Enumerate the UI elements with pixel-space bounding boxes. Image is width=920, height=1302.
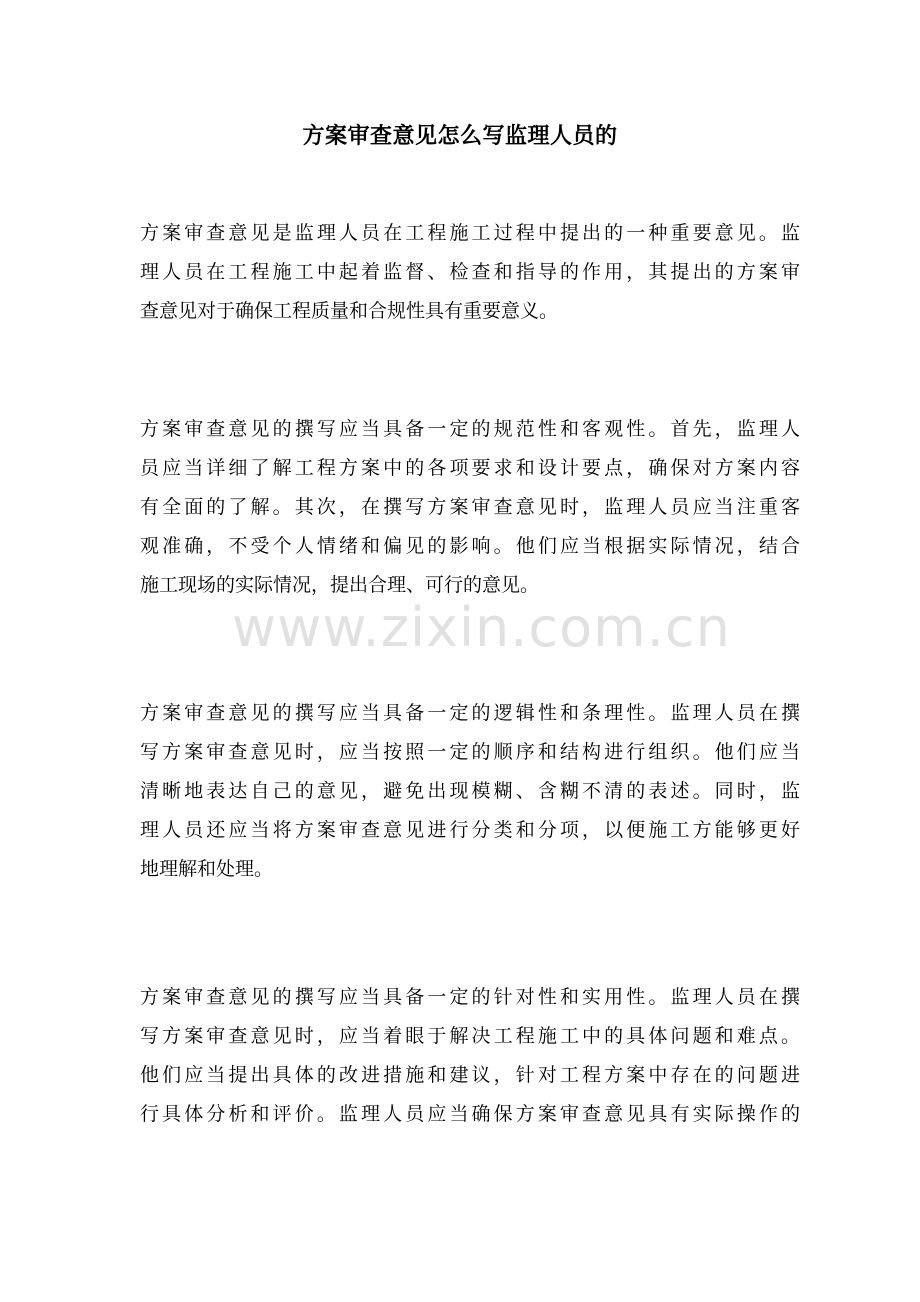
paragraph-1 (140, 214, 800, 331)
paragraph-line: 写方案审查意见时，应当着眼于解决工程施工中的具体问题和难点。 (140, 1025, 800, 1047)
paragraph-line: 查意见对于确保工程质量和合规性具有重要意义。 (140, 300, 559, 322)
paragraph-line: 行具体分析和评价。监理人员应当确保方案审查意见具有实际操作的 (140, 1103, 800, 1125)
paragraph-line: 理人员在工程施工中起着监督、检查和指导的作用，其提出的方案审 (140, 261, 800, 283)
paragraph-3 (140, 694, 800, 889)
paragraph-line: 施工现场的实际情况，提出合理、可行的意见。 (140, 574, 540, 596)
paragraph-line: 写方案审查意见时，应当按照一定的顺序和结构进行组织。他们应当 (140, 741, 800, 763)
paragraph-line: 方案审查意见的撰写应当具备一定的针对性和实用性。监理人员在撰 (140, 986, 800, 1008)
watermark: www.zixin.com.cn (232, 596, 731, 659)
paragraph-line: 清晰地表达自己的意见，避免出现模糊、含糊不清的表述。同时，监 (140, 780, 800, 802)
paragraph-2 (140, 410, 800, 605)
paragraph-line: 观准确，不受个人情绪和偏见的影响。他们应当根据实际情况，结合 (140, 535, 800, 557)
paragraph-line: 理人员还应当将方案审查意见进行分类和分项，以便施工方能够更好 (140, 819, 800, 841)
paragraph-line: 方案审查意见的撰写应当具备一定的逻辑性和条理性。监理人员在撰 (140, 702, 800, 724)
paragraph-line: 他们应当提出具体的改进措施和建议，针对工程方案中存在的问题进 (140, 1064, 800, 1086)
paragraph-line: 方案审查意见的撰写应当具备一定的规范性和客观性。首先，监理人 (140, 418, 800, 440)
paragraph-4 (140, 978, 800, 1134)
paragraph-line: 有全面的了解。其次，在撰写方案审查意见时，监理人员应当注重客 (140, 496, 800, 518)
paragraph-line: 地理解和处理。 (140, 858, 274, 880)
document-title: 方案审查意见怎么写监理人员的 (302, 123, 618, 149)
paragraph-line: 员应当详细了解工程方案中的各项要求和设计要点，确保对方案内容 (140, 457, 800, 479)
paragraph-line: 方案审查意见是监理人员在工程施工过程中提出的一种重要意见。监 (140, 222, 800, 244)
